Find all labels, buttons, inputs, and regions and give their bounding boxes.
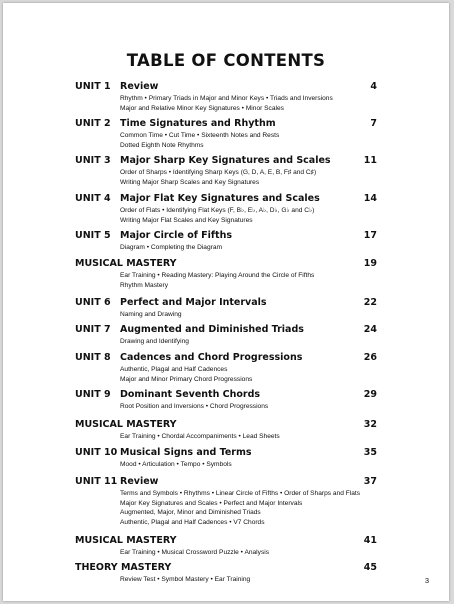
page-number: 45	[363, 562, 377, 573]
unit-topics	[120, 271, 314, 290]
topic-line: Ear Training • Chordal Accompaniments • Lead Sheets	[120, 433, 280, 440]
topic-line: Writing Major Sharp Scales and Key Signatures	[120, 178, 260, 186]
unit-heading: Major Sharp Key Signatures and Scales	[120, 155, 331, 166]
topic-line: Order of Flats • Identifying Flat Keys (F, B♭, E♭, A♭, D♭, G♭ and C♭)	[120, 207, 315, 214]
unit-label: MUSICAL MASTERY	[75, 535, 177, 546]
unit-label: THEORY MASTERY	[75, 562, 172, 573]
page-number: 11	[363, 155, 377, 166]
footer-page-number: 3	[424, 576, 429, 585]
topic-line: Authentic, Plagal and Half Cadences	[120, 366, 228, 373]
unit-topics	[120, 94, 333, 113]
document-page	[3, 3, 449, 601]
topic-line: Major Key Signatures and Scales • Perfect and Major Intervals	[120, 499, 303, 507]
unit-topics	[120, 460, 232, 470]
unit-topics	[120, 310, 182, 320]
unit-topics	[120, 575, 250, 585]
unit-topics	[120, 489, 360, 527]
page-number: 4	[370, 81, 377, 92]
unit-label: MUSICAL MASTERY	[75, 258, 177, 269]
topic-line: Writing Major Flat Scales and Key Signatures	[120, 216, 253, 224]
topic-line: Authentic, Plagal and Half Cadences • V7 Chords	[120, 518, 265, 526]
page-number: 26	[363, 352, 377, 363]
topic-line: Diagram • Completing the Diagram	[120, 244, 222, 251]
unit-topics	[120, 402, 268, 412]
unit-label: UNIT 1	[75, 81, 111, 92]
topic-line: Mood • Articulation • Tempo • Symbols	[120, 461, 232, 468]
topic-line: Order of Sharps • Identifying Sharp Keys (G, D, A, E, B, F♯ and C♯)	[120, 169, 317, 176]
page-title: TABLE OF CONTENTS	[126, 51, 326, 70]
unit-heading: Augmented and Diminished Triads	[120, 324, 304, 335]
unit-heading: Major Flat Key Signatures and Scales	[120, 193, 320, 204]
unit-topics	[120, 365, 252, 384]
unit-label: UNIT 6	[75, 297, 111, 308]
topic-line: Review Test • Symbol Mastery • Ear Training	[120, 576, 251, 583]
unit-heading: Perfect and Major Intervals	[120, 297, 267, 308]
unit-label: UNIT 10	[75, 447, 118, 458]
page-number: 14	[363, 193, 377, 204]
page-number: 22	[363, 297, 377, 308]
unit-topics	[120, 432, 280, 442]
unit-heading: Major Circle of Fifths	[120, 230, 232, 241]
unit-heading: Musical Signs and Terms	[120, 447, 252, 458]
unit-topics	[120, 243, 222, 253]
page-number: 37	[363, 476, 377, 487]
unit-label: UNIT 7	[75, 324, 111, 335]
topic-line: Major and Minor Primary Chord Progressions	[120, 375, 253, 383]
topic-line: Naming and Drawing	[120, 311, 182, 318]
unit-label: UNIT 2	[75, 118, 111, 129]
page-number: 7	[370, 118, 377, 129]
page-number: 35	[363, 447, 377, 458]
topic-line: Ear Training • Reading Mastery: Playing Around the Circle of Fifths	[120, 272, 315, 279]
unit-topics	[120, 548, 269, 558]
topic-line: Major and Relative Minor Key Signatures • Minor Scales	[120, 104, 284, 112]
unit-label: UNIT 4	[75, 193, 111, 204]
page-number: 29	[363, 389, 377, 400]
unit-heading: Dominant Seventh Chords	[120, 389, 261, 400]
page-number: 19	[363, 258, 377, 269]
unit-heading: Review	[120, 81, 159, 92]
unit-topics	[120, 131, 279, 150]
unit-heading: Review	[120, 476, 159, 487]
unit-topics	[120, 168, 316, 187]
topic-line: Terms and Symbols • Rhythms • Linear Circle of Fifths • Order of Sharps and Flats	[120, 490, 360, 497]
unit-label: MUSICAL MASTERY	[75, 419, 177, 430]
topic-line: Dotted Eighth Note Rhythms	[120, 141, 204, 149]
topic-line: Augmented, Major, Minor and Diminished Triads	[120, 509, 261, 517]
page-number: 17	[363, 230, 377, 241]
topic-line: Rhythm • Primary Triads in Major and Minor Keys • Triads and Inversions	[120, 95, 333, 102]
topic-line: Root Position and Inversions • Chord Progressions	[120, 403, 269, 410]
unit-label: UNIT 5	[75, 230, 111, 241]
unit-label: UNIT 9	[75, 389, 111, 400]
unit-topics	[120, 337, 189, 347]
topic-line: Rhythm Mastery	[120, 281, 168, 289]
page-number: 41	[363, 535, 377, 546]
unit-topics	[120, 206, 314, 225]
topic-line: Ear Training • Musical Crossword Puzzle • Analysis	[120, 549, 269, 556]
unit-label: UNIT 11	[75, 476, 118, 487]
topic-line: Common Time • Cut Time • Sixteenth Notes and Rests	[120, 132, 280, 139]
page-number: 32	[363, 419, 377, 430]
unit-heading: Time Signatures and Rhythm	[120, 118, 276, 129]
page-number: 24	[363, 324, 377, 335]
topic-line: Drawing and Identifying	[120, 338, 189, 345]
unit-label: UNIT 3	[75, 155, 111, 166]
unit-label: UNIT 8	[75, 352, 111, 363]
unit-heading: Cadences and Chord Progressions	[120, 352, 303, 363]
